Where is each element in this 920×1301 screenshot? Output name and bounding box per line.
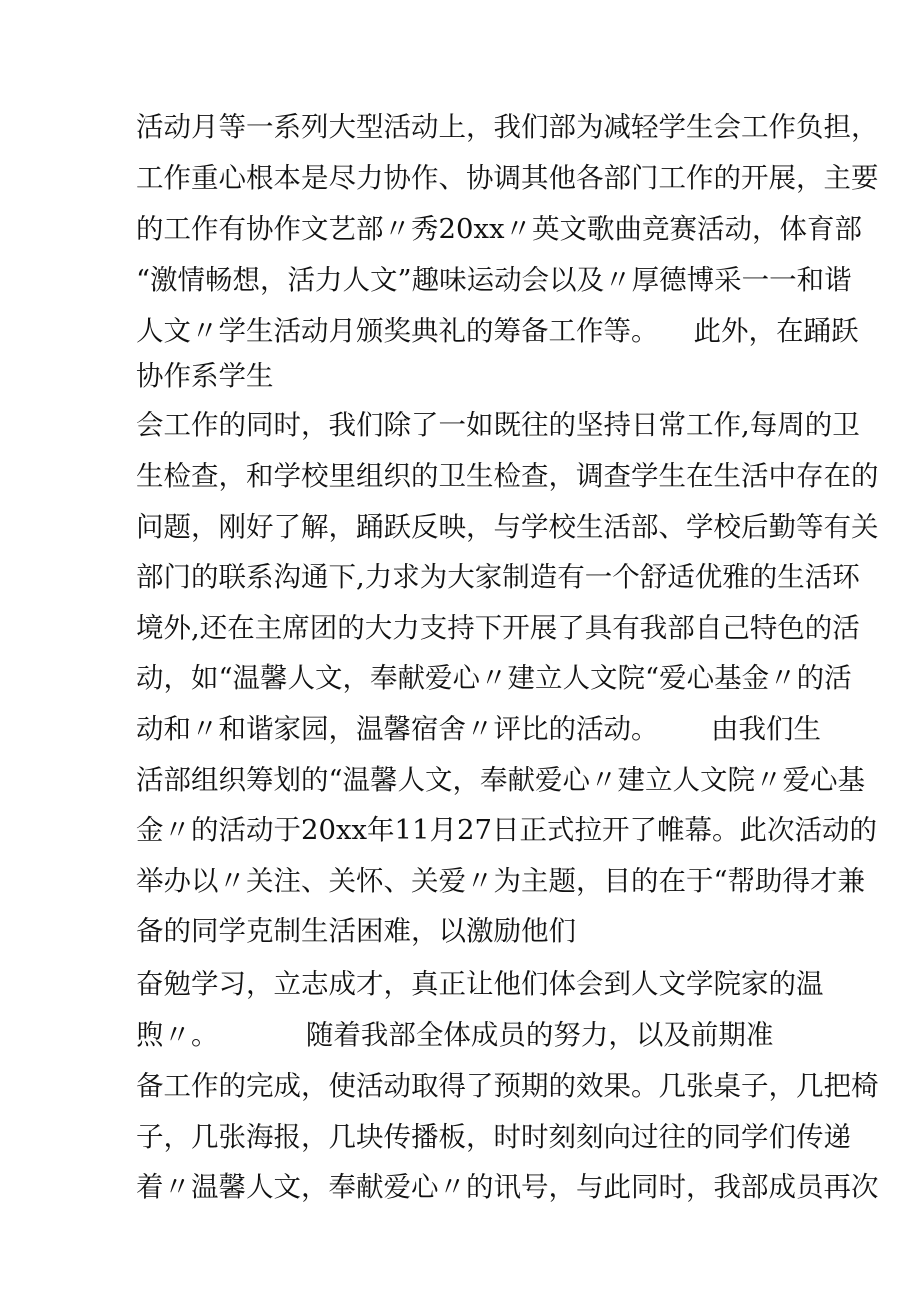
text-line: 动，如“温馨人文，奉献爱心〃建立人文院“爱心基金〃的活	[136, 662, 852, 694]
text-line: 奋勉学习，立志成才，真正让他们体会到人文学院家的温	[136, 968, 824, 1000]
text-line: 境外,还在主席团的大力支持下开展了具有我部自己特色的活	[136, 612, 860, 644]
text-line: 部门的联系沟通下,力求为大家制造有一个舒适优雅的生活环	[136, 561, 860, 593]
text-line: 举办以〃关注、关怀、关爱〃为主题，目的在于“帮助得才兼	[136, 865, 866, 897]
text-line: “激情畅想，活力人文”趣味运动会以及〃厚德博采一一和谐	[136, 264, 852, 296]
text-line: 人文〃学生活动月颁奖典礼的筹备工作等。 此外，在踊跃	[136, 315, 859, 347]
text-line: 备工作的完成，使活动取得了预期的效果。几张桌子，几把椅	[136, 1070, 879, 1102]
text-line: 协作系学生	[136, 360, 274, 392]
text-line: 工作重心根本是尽力协作、协调其他各部门工作的开展，主要	[136, 162, 879, 194]
text-line: 着〃温馨人文，奉献爱心〃的讯号，与此同时，我部成员再次	[136, 1171, 879, 1203]
text-line: 活部组织筹划的“温馨人文，奉献爱心〃建立人文院〃爱心基	[136, 764, 866, 796]
text-line: 的工作有协作文艺部〃秀20xx〃英文歌曲竞赛活动，体育部	[136, 213, 863, 245]
text-line: 金〃的活动于20xx年11月27日正式拉开了帷幕。此次活动的	[136, 814, 877, 846]
text-line: 煦〃。 随着我部全体成员的努力，以及前期准	[136, 1019, 774, 1051]
text-line: 会工作的同时，我们除了一如既往的坚持日常工作,每周的卫	[136, 409, 860, 441]
text-line: 子，几张海报，几块传播板，时时刻刻向过往的同学们传递	[136, 1121, 851, 1153]
text-line: 问题，刚好了解，踊跃反映，与学校生活部、学校后勤等有关	[136, 511, 879, 543]
text-line: 生检查，和学校里组织的卫生检查，调查学生在生活中存在的	[136, 460, 879, 492]
text-line: 活动月等一系列大型活动上，我们部为减轻学生会工作负担，	[136, 111, 879, 143]
text-line: 动和〃和谐家园，温馨宿舍〃评比的活动。 由我们生	[136, 713, 821, 745]
text-line: 备的同学克制生活困难，以激励他们	[136, 915, 576, 947]
